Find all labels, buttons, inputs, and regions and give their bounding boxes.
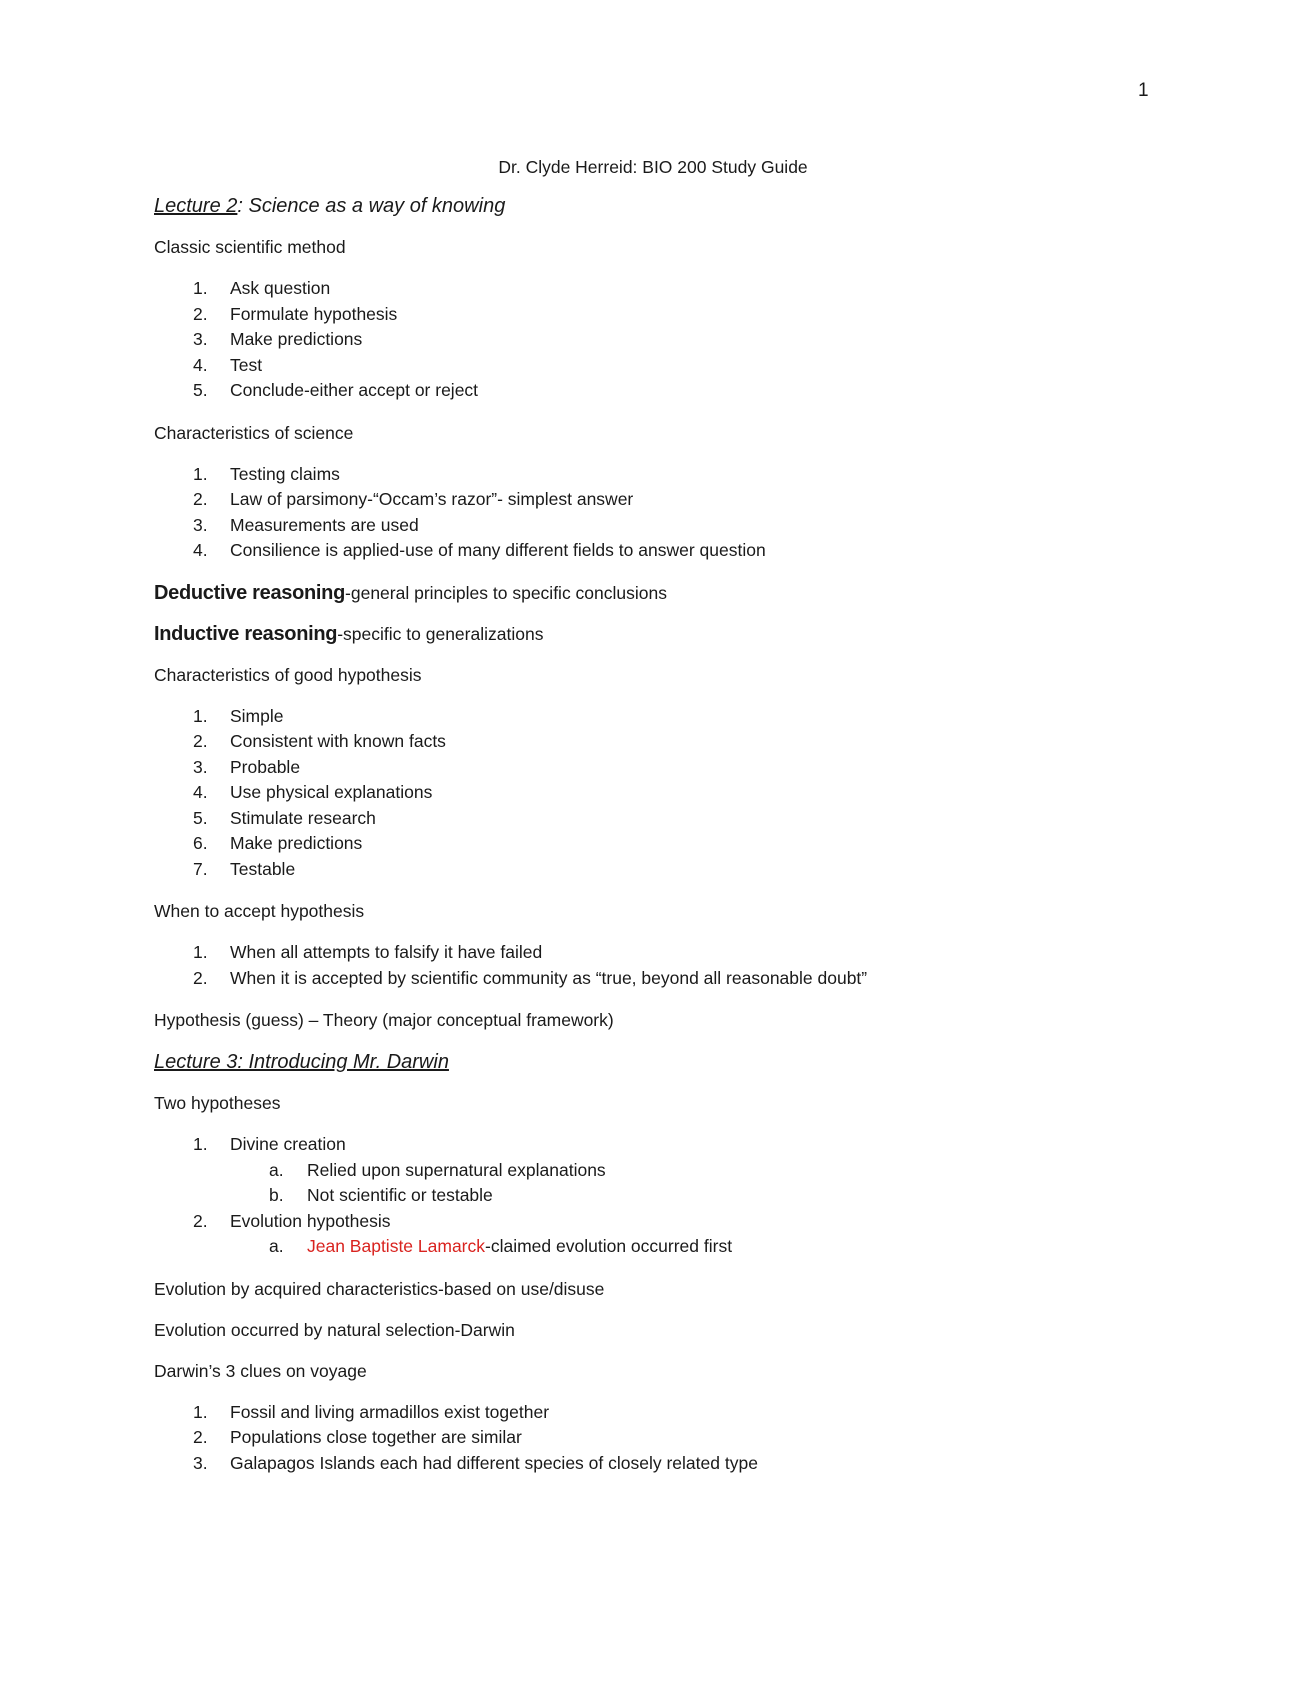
darwin-clues-list xyxy=(154,1400,1204,1477)
science-list xyxy=(154,462,1204,564)
list-item xyxy=(154,1425,1204,1451)
inductive-reasoning xyxy=(154,622,1204,646)
list-item xyxy=(154,378,1204,404)
method-label: Classic scientific method xyxy=(154,237,346,257)
list-number: 3. xyxy=(193,1452,208,1473)
list-number: 1. xyxy=(193,463,208,484)
inductive-definition: -specific to generalizations xyxy=(337,623,544,644)
list-item xyxy=(154,276,1204,302)
list-item xyxy=(154,729,1204,755)
document-title: Dr. Clyde Herreid: BIO 200 Study Guide xyxy=(498,157,808,177)
sublist-text: -claimed evolution occurred first xyxy=(485,1236,733,1256)
list-text: Divine creation xyxy=(230,1134,346,1154)
list-item xyxy=(154,462,1204,488)
list-item xyxy=(154,1400,1204,1426)
list-text: Law of parsimony-“Occam’s razor”- simplest answer xyxy=(230,489,634,509)
list-item xyxy=(154,1209,1204,1260)
sublist-text: Not scientific or testable xyxy=(307,1185,493,1205)
document-body xyxy=(154,193,1204,1493)
list-number: 2. xyxy=(193,967,208,988)
list-number: 3. xyxy=(193,756,208,777)
list-item xyxy=(154,1451,1204,1477)
list-number: 2. xyxy=(193,731,208,751)
list-number: 2. xyxy=(193,303,208,324)
sublist-letter: a. xyxy=(269,1236,284,1256)
list-text: Probable xyxy=(230,756,301,777)
acquired-characteristics-line: Evolution by acquired characteristics-based on use/disuse xyxy=(154,1278,605,1299)
list-text: Test xyxy=(230,354,263,375)
accept-hypothesis-label: When to accept hypothesis xyxy=(154,901,365,921)
deductive-term: Deductive reasoning xyxy=(154,581,346,604)
list-text: Simple xyxy=(230,705,284,726)
lecture-3-heading xyxy=(154,1049,1204,1075)
list-item xyxy=(154,538,1204,564)
list-item xyxy=(154,353,1204,379)
list-item xyxy=(154,1132,1204,1209)
lecture-2-heading-prefix: Lecture 2 xyxy=(154,195,238,217)
list-number: 4. xyxy=(193,540,208,560)
list-text: Conclude-either accept or reject xyxy=(230,380,479,400)
accept-hypothesis-list xyxy=(154,940,1204,991)
list-item xyxy=(154,966,1204,992)
list-number: 5. xyxy=(193,380,208,400)
list-text: Testing claims xyxy=(230,463,340,484)
list-item xyxy=(154,327,1204,353)
list-text: When it is accepted by scientific community as “true, beyond all reasonable doubt” xyxy=(230,967,868,988)
list-text: Use physical explanations xyxy=(230,782,433,802)
lecture-2-heading xyxy=(154,193,1204,219)
list-text: Fossil and living armadillos exist together xyxy=(230,1401,550,1422)
sublist-letter: b. xyxy=(269,1185,284,1205)
list-number: 3. xyxy=(193,329,208,349)
deductive-reasoning xyxy=(154,581,1204,605)
hypothesis-theory-line: Hypothesis (guess) – Theory (major conceptual framework) xyxy=(154,1010,614,1030)
list-number: 3. xyxy=(193,514,208,535)
two-hypotheses-list xyxy=(154,1132,1204,1260)
darwin-clues-label: Darwin’s 3 clues on voyage xyxy=(154,1360,367,1381)
list-number: 5. xyxy=(193,807,208,828)
list-text: Populations close together are similar xyxy=(230,1427,522,1447)
list-number: 1. xyxy=(193,942,208,962)
list-item xyxy=(154,806,1204,832)
list-number: 6. xyxy=(193,833,208,853)
sublist-item xyxy=(230,1183,1204,1209)
lamarck-name: Jean Baptiste Lamarck xyxy=(307,1236,486,1256)
list-text: Consilience is applied-use of many different fields to answer question xyxy=(230,540,766,560)
list-item xyxy=(154,704,1204,730)
list-item xyxy=(154,780,1204,806)
list-item xyxy=(154,940,1204,966)
list-text: Galapagos Islands each had different species of closely related type xyxy=(230,1452,758,1473)
list-number: 4. xyxy=(193,782,208,802)
list-item xyxy=(154,513,1204,539)
list-text: Testable xyxy=(230,858,296,879)
good-hypothesis-list xyxy=(154,704,1204,883)
list-text: Consistent with known facts xyxy=(230,731,446,751)
list-number: 2. xyxy=(193,1210,208,1231)
list-number: 1. xyxy=(193,278,208,298)
list-item xyxy=(154,857,1204,883)
inductive-term: Inductive reasoning xyxy=(154,622,338,645)
good-hypothesis-label: Characteristics of good hypothesis xyxy=(154,664,422,685)
list-number: 1. xyxy=(193,1134,208,1154)
list-text: When all attempts to falsify it have failed xyxy=(230,942,543,962)
sublist-item xyxy=(230,1158,1204,1184)
list-number: 1. xyxy=(193,1401,208,1422)
lecture-3-heading-text: Lecture 3: Introducing Mr. Darwin xyxy=(154,1051,449,1073)
lecture-2-heading-suffix: : Science as a way of knowing xyxy=(237,195,506,217)
list-number: 4. xyxy=(193,354,208,375)
sublist-item xyxy=(230,1234,1204,1260)
list-item xyxy=(154,487,1204,513)
list-text: Make predictions xyxy=(230,329,363,349)
list-text: Make predictions xyxy=(230,833,363,853)
list-number: 2. xyxy=(193,1427,208,1447)
list-number: 1. xyxy=(193,705,208,726)
list-text: Formulate hypothesis xyxy=(230,303,398,324)
sublist-letter: a. xyxy=(269,1159,284,1180)
two-hypotheses-label: Two hypotheses xyxy=(154,1093,281,1113)
list-text: Stimulate research xyxy=(230,807,376,828)
list-number: 2. xyxy=(193,489,208,509)
deductive-definition: -general principles to specific conclusions xyxy=(345,582,667,603)
list-item xyxy=(154,755,1204,781)
list-item xyxy=(154,831,1204,857)
method-list xyxy=(154,276,1204,404)
list-item xyxy=(154,302,1204,328)
natural-selection-line: Evolution occurred by natural selection-Darwin xyxy=(154,1319,515,1340)
science-label: Characteristics of science xyxy=(154,422,354,443)
list-number: 7. xyxy=(193,858,208,879)
divine-creation-sublist xyxy=(230,1158,1204,1209)
list-text: Measurements are used xyxy=(230,514,419,535)
page-number: 1 xyxy=(1138,80,1149,101)
sublist-text: Relied upon supernatural explanations xyxy=(307,1159,606,1180)
list-text: Evolution hypothesis xyxy=(230,1210,391,1231)
list-text: Ask question xyxy=(230,278,331,298)
evolution-hypothesis-sublist xyxy=(230,1234,1204,1260)
